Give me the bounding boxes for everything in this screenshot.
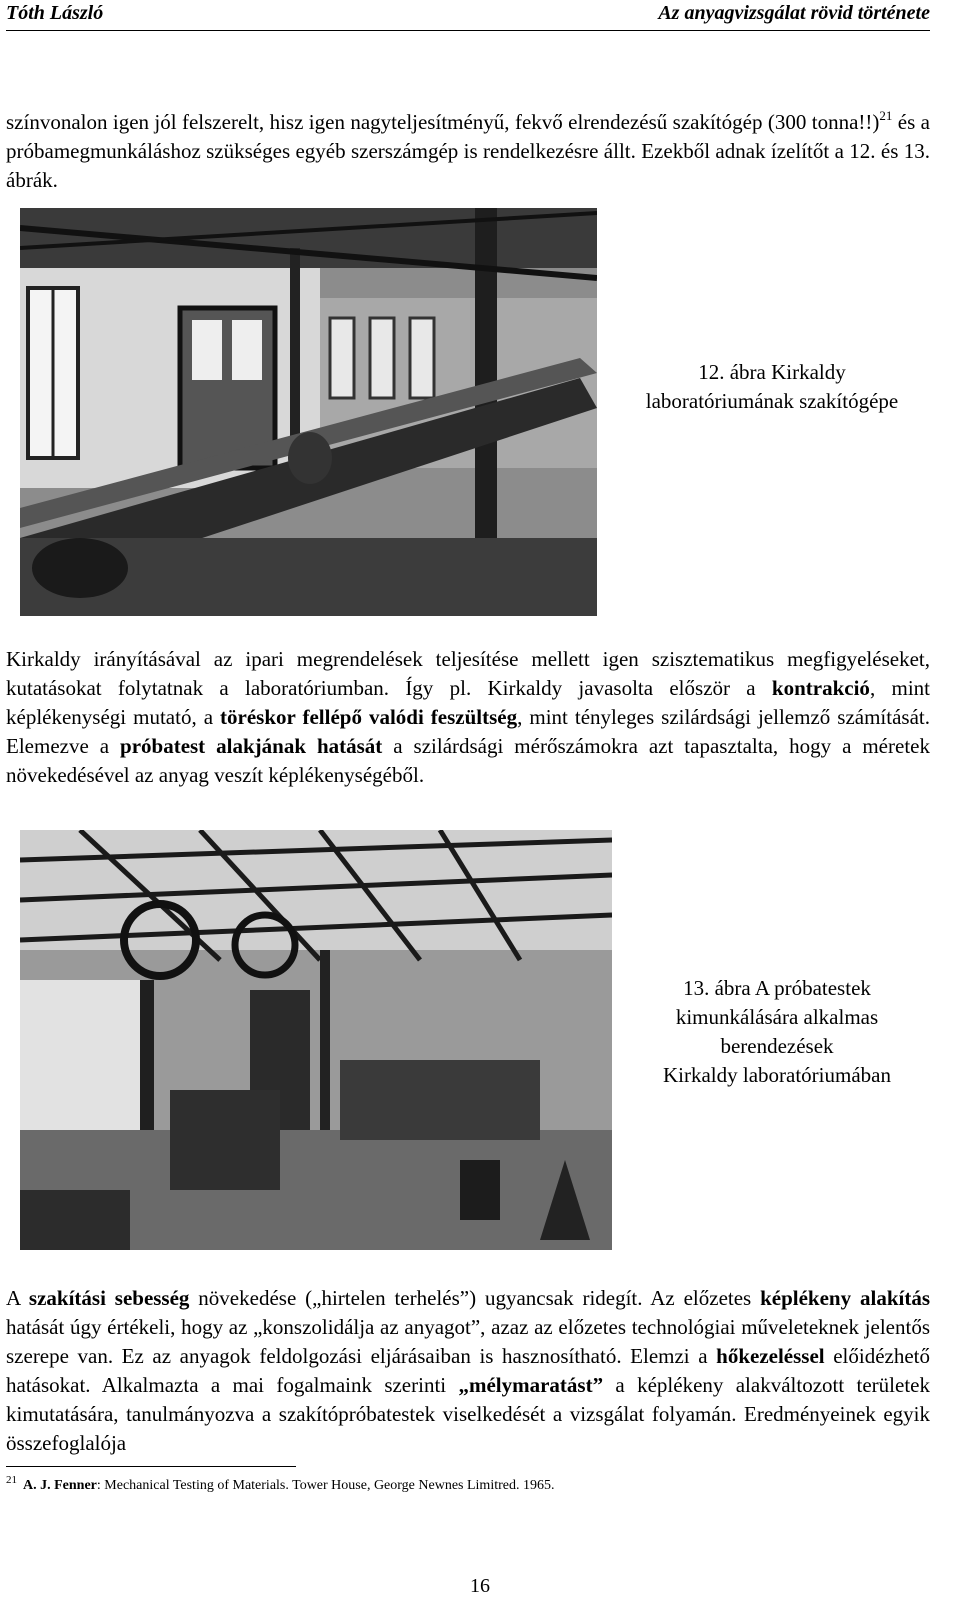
caption-line: berendezések	[720, 1034, 834, 1058]
bold-term: töréskor fellépő valódi feszültség	[220, 705, 518, 729]
bold-term: próbatest alakjának hatását	[120, 734, 383, 758]
paragraph-strain-rate	[6, 1284, 930, 1458]
text-run: a szilárdsági mérőszámokra azt tapasztalta, hogy a méretek növekedésével az anyag veszít képlékenységéből.	[6, 734, 930, 787]
figure-13-caption	[622, 974, 932, 1090]
text-run: a képlékeny alakváltozott területek kimutatására, tanulmányozva a szakítópróbatestek viselkedését a vizsgálat folyamán. Eredményeinek egyik összefoglalója	[6, 1373, 930, 1455]
text-run: , mint tényleges szilárdsági jellemző számítását. Elemezve a	[6, 705, 930, 758]
footnote	[6, 1470, 930, 1496]
text-run: hatását úgy értékeli, hogy az „konszolidálja az anyagot”, azaz az előzetes technológiai műveleteknek jelentős szerepe van. Ez az anyagok feldolgozási eljárásaiban is hasznosítható. Elemzi a	[6, 1315, 930, 1368]
text-run: A	[6, 1286, 29, 1310]
caption-line: laboratóriumának szakítógépe	[645, 389, 899, 413]
caption-line: 12. ábra Kirkaldy	[698, 360, 846, 384]
figure-12-photo	[20, 208, 597, 616]
bold-term: „mélymaratást”	[458, 1373, 604, 1397]
text-run: színvonalon igen jól felszerelt, hisz igen nagyteljesítményű, fekvő elrendezésű szakítógép (300 tonna!!)	[6, 110, 880, 134]
caption-line: kimunkálására alkalmas	[675, 1005, 879, 1029]
footnote-number: 21	[6, 1474, 17, 1486]
bold-term: szakítási sebesség	[28, 1286, 190, 1310]
bold-term: képlékeny alakítás	[760, 1286, 930, 1310]
running-header	[6, 0, 930, 31]
header-title: Az anyagvizsgálat rövid története	[658, 2, 930, 24]
figure-12-caption	[612, 358, 932, 416]
caption-line: Kirkaldy laboratóriumában	[662, 1063, 891, 1087]
text-run: előidézhető hatásokat. Alkalmazta a mai fogalmaink szerinti	[6, 1344, 930, 1397]
text-run: Kirkaldy irányításával az ipari megrendelések teljesítése mellett igen szisztematikus megfigyeléseket, kutatásokat folytatnak a laboratóriumban. Így pl. Kirkaldy javasolta először a	[6, 647, 930, 700]
text-run: növekedése („hirtelen terhelés”) ugyancsak ridegít. Az előzetes	[189, 1286, 761, 1310]
bold-term: kontrakció	[771, 676, 870, 700]
caption-line: 13. ábra A próbatestek	[683, 976, 871, 1000]
page-number: 16	[470, 1575, 490, 1597]
figure-13-photo	[20, 830, 612, 1250]
paragraph-kirkaldy-research	[6, 645, 930, 790]
paragraph-intro	[6, 108, 930, 195]
bold-term: hőkezeléssel	[716, 1344, 825, 1368]
text-run: , mint képlékenységi mutató, a	[6, 676, 930, 729]
header-author: Tóth László	[6, 2, 104, 24]
footnote-divider	[6, 1466, 296, 1467]
footnote-author: A. J. Fenner	[23, 1478, 97, 1493]
footnote-ref[interactable]: 21	[879, 108, 893, 123]
footnote-text: : Mechanical Testing of Materials. Tower House, George Newnes Limitred. 1965.	[96, 1478, 555, 1493]
text-run: és a próbamegmunkáláshoz szükséges egyéb szerszámgép is rendelkezésre állt. Ezekből adnak ízelítőt a 12. és 13. ábrák.	[6, 110, 930, 192]
